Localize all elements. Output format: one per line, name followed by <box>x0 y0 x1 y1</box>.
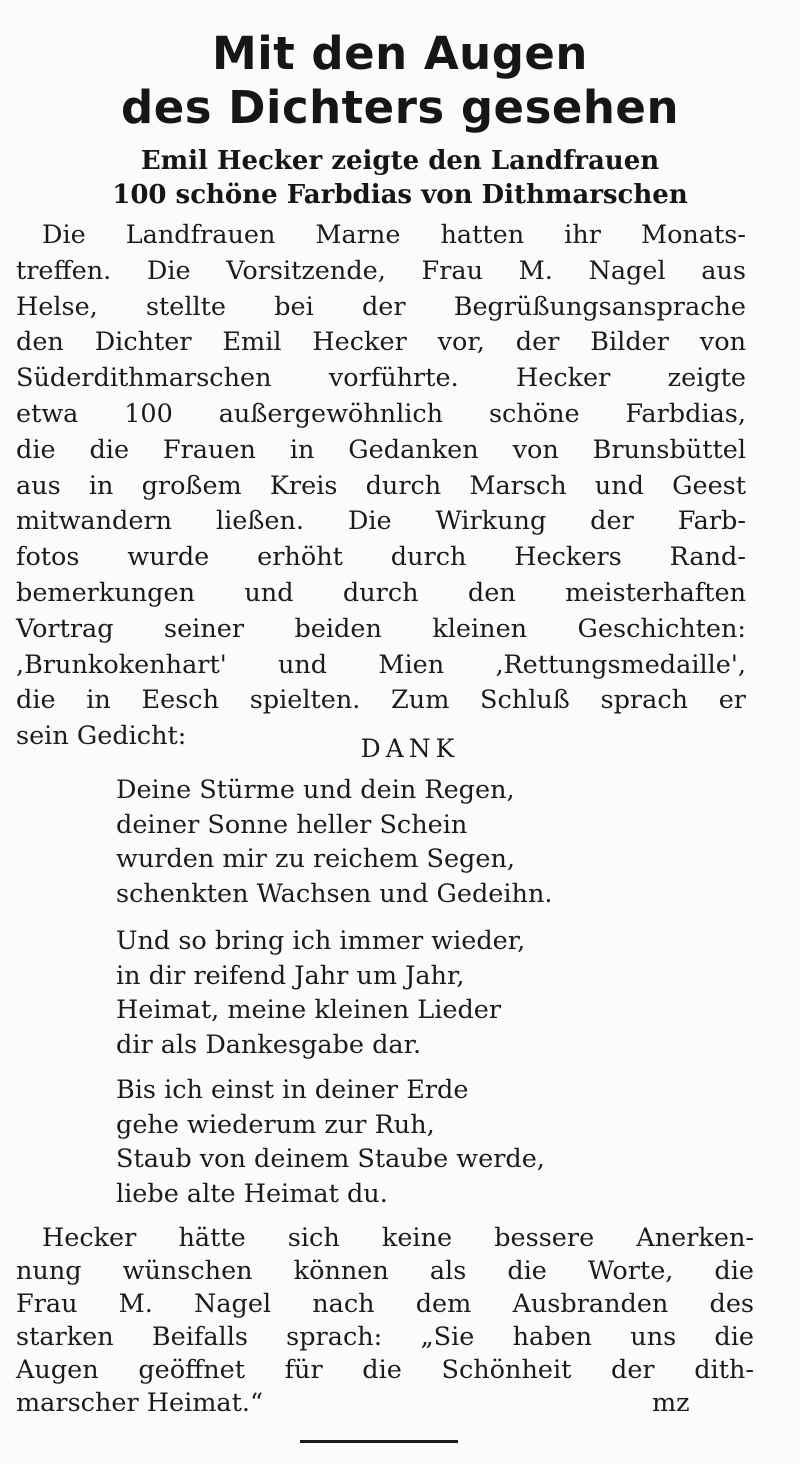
poem-line: wurden mir zu reichem Segen, <box>116 844 515 874</box>
poem-stanza-1 <box>116 773 553 911</box>
body-line: den Dichter Emil Hecker vor, der Bilder von <box>16 327 746 358</box>
body-line: fotos wurde erhöht durch Heckers Rand- <box>16 542 746 573</box>
poem-line: Bis ich einst in deiner Erde <box>116 1075 469 1105</box>
body-line: Vortrag seiner beiden kleinen Geschichten: <box>16 613 746 644</box>
poem-line: Staub von deinem Staube werde, <box>116 1144 545 1174</box>
poem-line: deiner Sonne heller Schein <box>116 809 468 840</box>
body-line: Die Landfrauen Marne hatten ihr Monats- <box>42 220 746 250</box>
subheadline-line-1: Emil Hecker zeigte den Landfrauen <box>140 146 660 176</box>
headline-line-1: Mit den Augen <box>212 27 588 80</box>
poem-title: DANK <box>360 734 460 763</box>
closing-paragraph <box>16 1222 754 1420</box>
poem-stanza-3 <box>116 1073 545 1211</box>
body-line: die die Frauen in Gedanken von Brunsbüttel <box>16 434 746 465</box>
body-line: aus in großem Kreis durch Marsch und Geest <box>16 470 746 501</box>
body-line: treffen. Die Vorsitzende, Frau M. Nagel aus <box>16 255 746 286</box>
body-line: die in Eesch spielten. Zum Schluß sprach er <box>16 685 746 716</box>
body-line: Süderdithmarschen vorführte. Hecker zeigte <box>16 363 746 394</box>
body-line: ,Brunkokenhart' und Mien ‚Rettungsmedaille', <box>16 649 746 680</box>
body-line: sein Gedicht: <box>16 721 187 752</box>
closing-line: Frau M. Nagel nach dem Ausbranden des <box>16 1289 754 1319</box>
closing-line: Augen geöffnet für die Schönheit der dith- <box>16 1355 754 1385</box>
poem-line: Heimat, meine kleinen Lieder <box>116 995 502 1025</box>
poem-line: in dir reifend Jahr um Jahr, <box>116 960 465 991</box>
subheadline-line-2: 100 schöne Farbdias von Dithmarschen <box>112 180 688 210</box>
poem-line: liebe alte Heimat du. <box>116 1178 388 1209</box>
body-line: Helse, stellte bei der Begrüßungsansprache <box>16 291 746 322</box>
article-body <box>16 218 746 755</box>
closing-line: starken Beifalls sprach: „Sie haben uns die <box>16 1322 754 1352</box>
poem-line: Deine Stürme und dein Regen, <box>116 775 515 805</box>
body-line: etwa 100 außergewöhnlich schöne Farbdias, <box>16 398 746 429</box>
end-rule <box>300 1440 458 1443</box>
closing-line: marscher Heimat.“ <box>16 1388 264 1418</box>
body-line: mitwandern ließen. Die Wirkung der Farb- <box>16 506 746 537</box>
headline-line-2: des Dichters gesehen <box>121 81 679 134</box>
poem-line: Und so bring ich immer wieder, <box>116 926 526 956</box>
closing-line: Hecker hätte sich keine bessere Anerken- <box>42 1223 754 1253</box>
poem-stanza-2 <box>116 924 525 1062</box>
author-signature: mz <box>652 1388 690 1418</box>
closing-line: nung wünschen können als die Worte, die <box>16 1256 754 1286</box>
body-line: bemerkungen und durch den meisterhaften <box>16 577 746 608</box>
poem-line: gehe wiederum zur Ruh, <box>116 1109 435 1140</box>
poem-line: dir als Dankesgabe dar. <box>116 1029 422 1060</box>
poem-line: schenkten Wachsen und Gedeihn. <box>116 878 553 909</box>
